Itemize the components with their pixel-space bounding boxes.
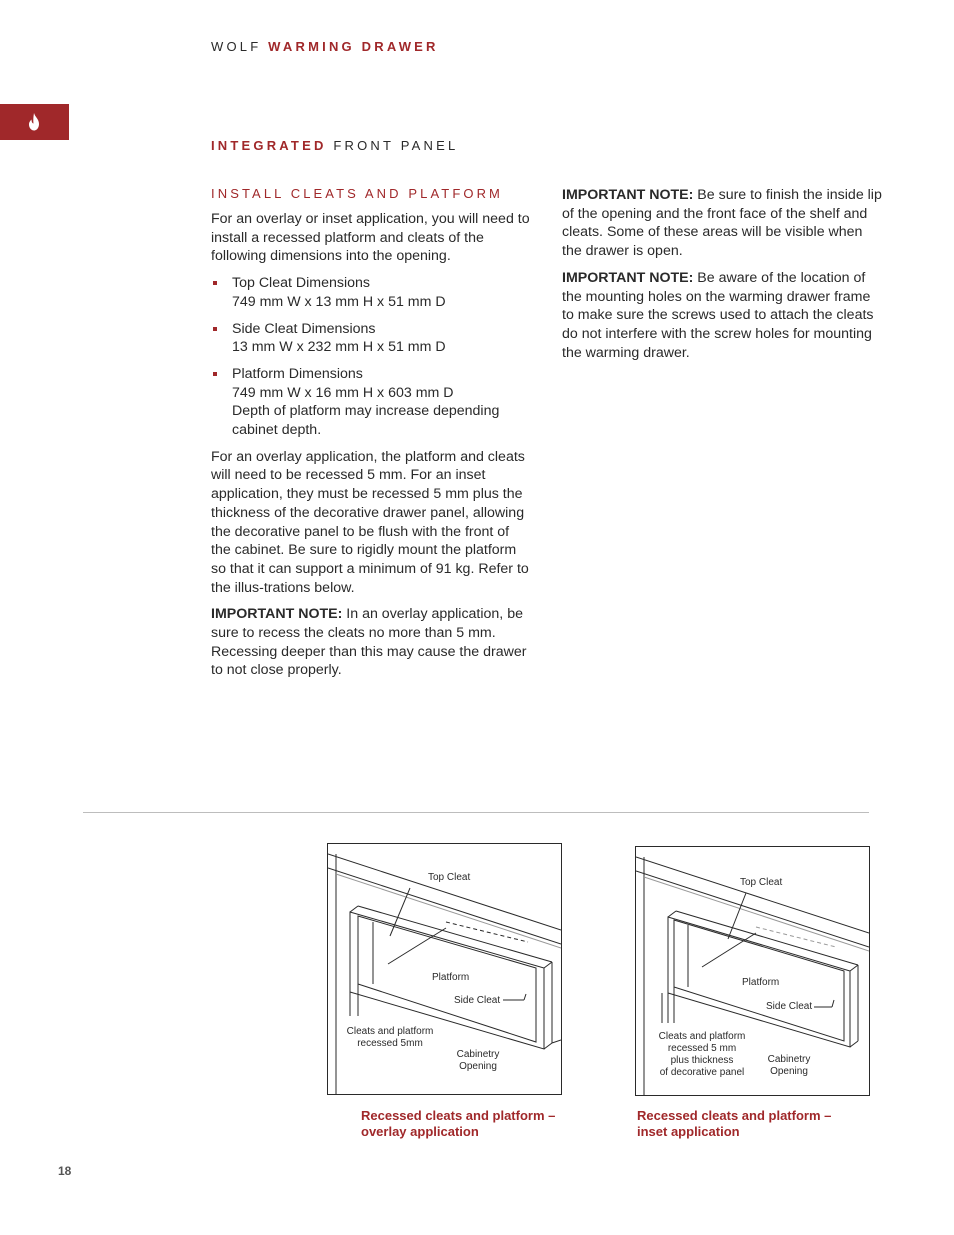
overlay-diagram: [328, 844, 561, 1094]
header-product: WARMING DRAWER: [268, 39, 439, 54]
bullet-square-icon: [213, 327, 217, 331]
label-recess-2: recessed 5mm: [357, 1038, 423, 1049]
list-item-detail: 13 mm W x 232 mm H x 51 mm D: [232, 339, 446, 356]
list-item-title: Side Cleat Dimensions: [232, 320, 376, 337]
caption-line: Recessed cleats and platform –: [637, 1108, 832, 1123]
label-cabinetry-1: Cabinetry: [456, 1049, 500, 1060]
note-label: IMPORTANT NOTE:: [562, 269, 694, 286]
important-note: [211, 605, 531, 680]
figure-inset: [635, 846, 870, 1096]
label-top-cleat: Top Cleat: [428, 872, 471, 883]
label-top-cleat: Top Cleat: [740, 877, 783, 888]
important-note: [562, 186, 884, 261]
list-item-detail: 749 mm W x 13 mm H x 51 mm D: [232, 293, 446, 310]
header-brand: WOLF: [211, 39, 262, 54]
list-item-title: Platform Dimensions: [232, 365, 363, 382]
figure-overlay-caption: [361, 1108, 581, 1140]
label-cabinetry-1: Cabinetry: [767, 1054, 811, 1065]
label-recess-4: of decorative panel: [659, 1067, 745, 1078]
intro-paragraph: For an overlay or inset application, you will need to install a recessed platform and cleats of the following dimensions into the opening.: [211, 211, 530, 265]
list-item: [211, 320, 531, 357]
label-platform: Platform: [432, 972, 470, 983]
note-label: IMPORTANT NOTE:: [211, 606, 343, 623]
page-number: 18: [58, 1164, 72, 1178]
caption-line: Recessed cleats and platform –: [361, 1108, 556, 1123]
flame-icon: [27, 112, 41, 132]
list-item-note: Depth of platform may increase depending cabinet depth.: [232, 403, 500, 439]
list-item: [211, 274, 531, 311]
caption-line: inset application: [637, 1124, 740, 1139]
label-recess-2: recessed 5 mm: [667, 1043, 737, 1054]
bullet-square-icon: [213, 281, 217, 285]
bullet-square-icon: [213, 372, 217, 376]
right-column: [562, 186, 884, 370]
label-platform: Platform: [742, 977, 780, 988]
page-header: [211, 39, 439, 54]
divider: [83, 812, 869, 813]
subheading: INSTALL CLEATS AND PLATFORM: [211, 186, 503, 201]
dimension-list: [211, 274, 531, 440]
important-note: [562, 269, 884, 363]
note-text: Be sure to finish the inside lip of the opening and the front face of the shelf and cleats. Some of these areas will be visible when the drawer is open.: [562, 187, 882, 260]
label-recess-1: Cleats and platform: [658, 1031, 746, 1042]
recess-paragraph: For an overlay application, the platform and cleats will need to be recessed 5 mm. For an inset application, they must be recessed 5 mm plus the thickness of the decorative drawer panel, allowing the decorative panel to be flush with the front of the cabinet. Be sure to rigidly mount the platform so that it can support a minimum of 91 kg. Refer to the illus-trations below.: [211, 448, 529, 596]
section-title-rest: FRONT PANEL: [333, 138, 459, 153]
label-cabinetry-2: Opening: [459, 1061, 497, 1072]
label-side-cleat: Side Cleat: [454, 995, 501, 1006]
figure-inset-caption: [637, 1108, 857, 1140]
inset-diagram: [636, 847, 869, 1095]
label-side-cleat: Side Cleat: [766, 1001, 813, 1012]
section-title-bold: INTEGRATED: [211, 138, 327, 153]
note-label: IMPORTANT NOTE:: [562, 187, 694, 203]
figure-overlay: [327, 843, 562, 1095]
label-cabinetry-2: Opening: [770, 1066, 808, 1077]
list-item-title: Top Cleat Dimensions: [232, 275, 370, 292]
list-item-detail: 749 mm W x 16 mm H x 603 mm D: [232, 384, 454, 401]
section-tab: [0, 104, 69, 140]
note-text: In an overlay application, be sure to recess the cleats no more than 5 mm. Recessing deeper than this may cause the drawer to not close properly.: [211, 606, 527, 679]
caption-line: overlay application: [361, 1124, 479, 1139]
list-item: [211, 365, 531, 440]
label-recess-3: plus thickness: [670, 1055, 734, 1066]
note-text: Be aware of the location of the mounting holes on the warming drawer frame to make sure the screws used to attach the cleats do not interfere with the screw holes for mounting the warming drawer.: [562, 269, 874, 361]
label-recess-1: Cleats and platform: [346, 1026, 434, 1037]
section-title: [211, 138, 458, 153]
left-column: [211, 186, 531, 688]
